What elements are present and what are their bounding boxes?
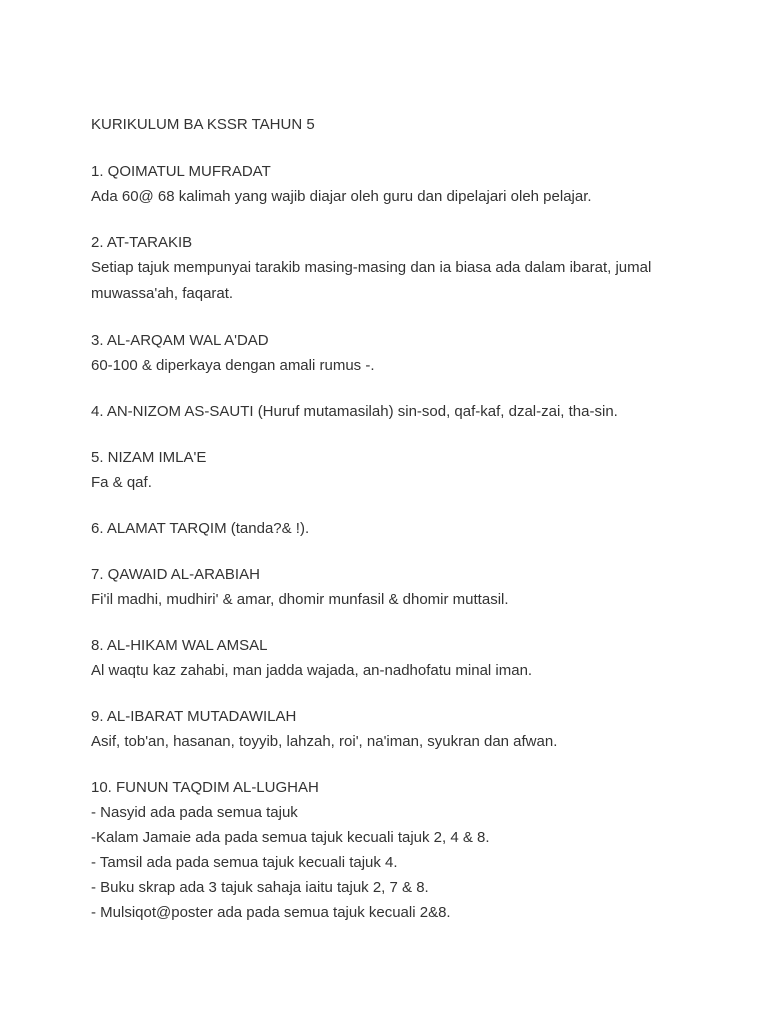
section-2 bbox=[91, 230, 731, 307]
list-item: - Buku skrap ada 3 tajuk sahaja iaitu tajuk 2, 7 & 8. bbox=[91, 879, 429, 896]
list-item: - Nasyid ada pada semua tajuk bbox=[91, 804, 298, 821]
section-7 bbox=[91, 562, 731, 612]
section-heading: 6. ALAMAT TARQIM (tanda?& !). bbox=[91, 520, 310, 537]
section-heading: 3. AL-ARQAM WAL A'DAD bbox=[91, 332, 269, 349]
section-text: Setiap tajuk mempunyai tarakib masing-masing dan ia biasa ada dalam ibarat, jumal muwassa'ah, faqarat. bbox=[91, 259, 652, 302]
section-heading: 5. NIZAM IMLA'E bbox=[91, 449, 207, 466]
section-text: Fi'il madhi, mudhiri' & amar, dhomir munfasil & dhomir muttasil. bbox=[91, 591, 509, 608]
section-heading: 1. QOIMATUL MUFRADAT bbox=[91, 163, 271, 180]
list-item: - Mulsiqot@poster ada pada semua tajuk kecuali 2&8. bbox=[91, 904, 451, 921]
section-heading: 10. FUNUN TAQDIM AL-LUGHAH bbox=[91, 779, 319, 796]
section-heading: 4. AN-NIZOM AS-SAUTI (Huruf mutamasilah) sin-sod, qaf-kaf, dzal-zai, tha-sin. bbox=[91, 403, 618, 420]
section-6 bbox=[91, 516, 731, 541]
section-text: Ada 60@ 68 kalimah yang wajib diajar oleh guru dan dipelajari oleh pelajar. bbox=[91, 188, 592, 205]
section-3 bbox=[91, 328, 731, 378]
section-text: Asif, tob'an, hasanan, toyyib, lahzah, roi', na'iman, syukran dan afwan. bbox=[91, 733, 558, 750]
section-9 bbox=[91, 704, 731, 754]
section-text: Al waqtu kaz zahabi, man jadda wajada, an-nadhofatu minal iman. bbox=[91, 662, 533, 679]
section-1 bbox=[91, 159, 731, 209]
section-text: 60-100 & diperkaya dengan amali rumus -. bbox=[91, 357, 375, 374]
section-heading: 7. QAWAID AL-ARABIAH bbox=[91, 566, 260, 583]
section-8 bbox=[91, 633, 731, 683]
section-heading: 9. AL-IBARAT MUTADAWILAH bbox=[91, 708, 297, 725]
section-10 bbox=[91, 775, 731, 925]
list-item: -Kalam Jamaie ada pada semua tajuk kecuali tajuk 2, 4 & 8. bbox=[91, 829, 490, 846]
document-title: KURIKULUM BA KSSR TAHUN 5 bbox=[91, 116, 315, 133]
document-page bbox=[91, 113, 731, 946]
section-heading: 8. AL-HIKAM WAL AMSAL bbox=[91, 637, 268, 654]
section-4 bbox=[91, 399, 731, 424]
section-5 bbox=[91, 445, 731, 495]
list-item: - Tamsil ada pada semua tajuk kecuali tajuk 4. bbox=[91, 854, 398, 871]
section-heading: 2. AT-TARAKIB bbox=[91, 234, 193, 251]
section-text: Fa & qaf. bbox=[91, 474, 152, 491]
